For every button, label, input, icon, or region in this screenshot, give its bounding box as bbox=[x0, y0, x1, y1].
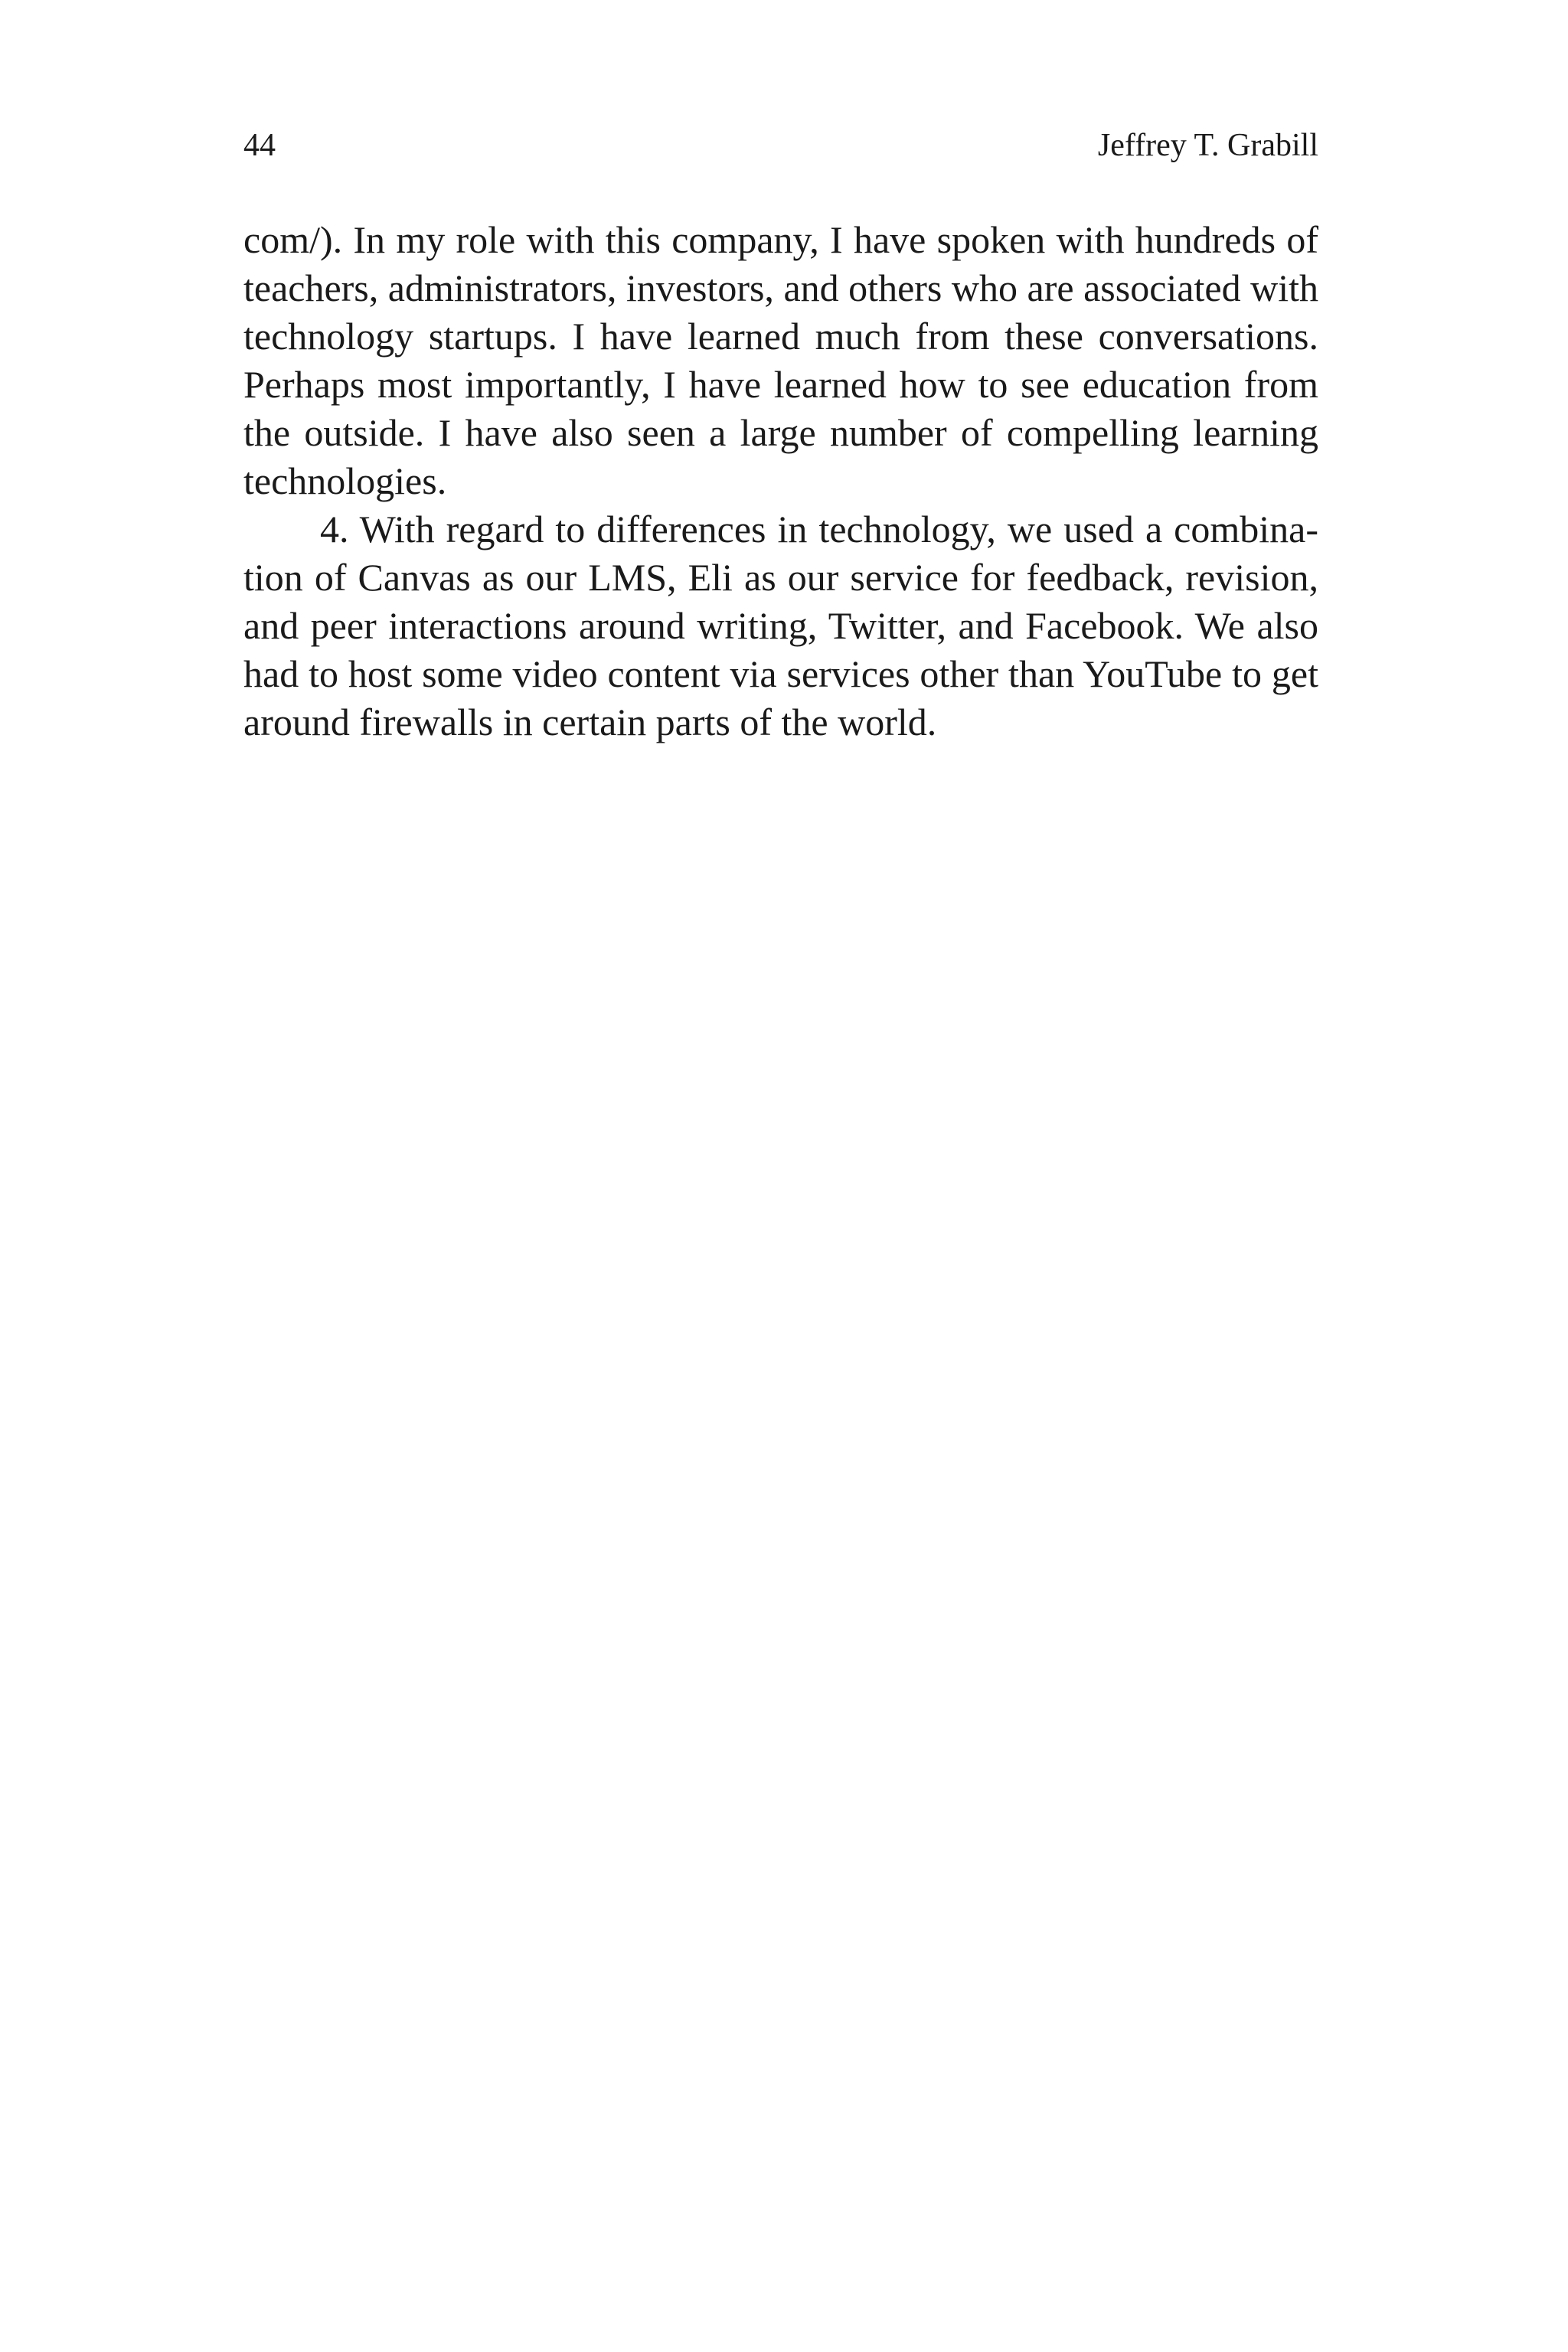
running-head: Jeffrey T. Grabill bbox=[1097, 128, 1318, 163]
body-line: 4. With regard to differences in technology, we used a combina- bbox=[320, 508, 1318, 550]
body-line: com/). In my role with this company, I have spoken with hundreds of bbox=[243, 218, 1318, 261]
body-text bbox=[243, 216, 1318, 746]
body-line: tion of Canvas as our LMS, Eli as our service for feedback, revision, bbox=[243, 556, 1318, 599]
body-line: had to host some video content via services other than YouTube to get bbox=[243, 652, 1318, 695]
body-line: the outside. I have also seen a large number of compelling learning bbox=[243, 411, 1318, 454]
page-header bbox=[243, 122, 1318, 168]
body-line: Perhaps most importantly, I have learned how to see education from bbox=[243, 363, 1318, 406]
body-line: technologies. bbox=[243, 459, 447, 502]
page-number: 44 bbox=[243, 128, 276, 163]
body-line: teachers, administrators, investors, and others who are associated with bbox=[243, 266, 1318, 309]
body-line: and peer interactions around writing, Twitter, and Facebook. We also bbox=[243, 604, 1318, 647]
body-line: around firewalls in certain parts of the world. bbox=[243, 701, 937, 743]
body-line: technology startups. I have learned much from these conversations. bbox=[243, 315, 1318, 358]
